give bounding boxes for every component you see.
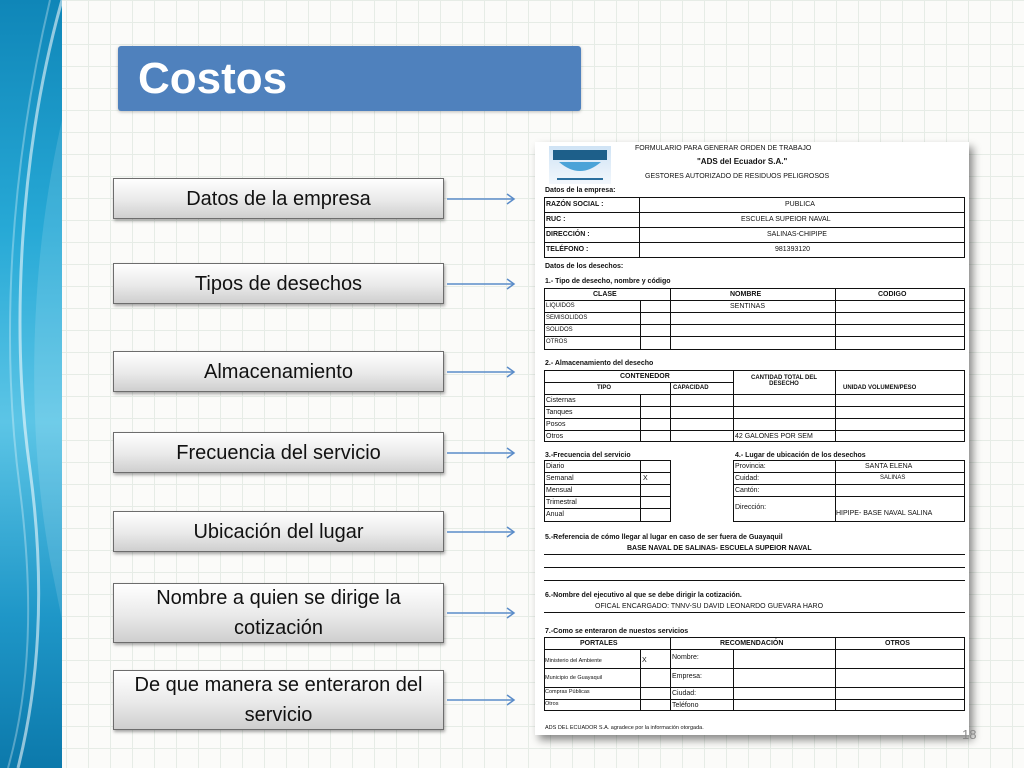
- decorative-sidebar: [0, 0, 62, 768]
- label-nombre-cotizacion: Nombre a quien se dirige la cotización: [113, 583, 444, 643]
- sidebar-swoosh-graphic: [0, 0, 62, 768]
- s6-title: 6.-Nombre del ejecutivo al que se debe dirigir la cotización.: [545, 592, 742, 599]
- s2-cantidad-value: 42 GALONES POR SEM: [735, 433, 813, 440]
- company-value: PUBLICA: [785, 201, 815, 208]
- s2-capacidad: CAPACIDAD: [673, 385, 709, 391]
- company-section-title: Datos de la empresa:: [545, 187, 616, 194]
- form-footer: ADS DEL ECUADOR S.A. agradece por la información otorgada.: [545, 725, 704, 731]
- s3-label: Mensual: [546, 487, 573, 494]
- label-manera-enteraron: De que manera se enteraron del servicio: [113, 670, 444, 730]
- s7-header: OTROS: [885, 640, 910, 647]
- s3-label: Diario: [546, 463, 565, 470]
- arrow-icon: [447, 193, 517, 205]
- s2-tipo-row: Tanques: [546, 409, 573, 416]
- s2-contenedor: CONTENEDOR: [620, 373, 670, 380]
- s1-clase: OTROS: [546, 339, 568, 345]
- s2-unidad: UNIDAD VOLUMEN/PESO: [843, 385, 917, 391]
- s7-portal: Otros: [545, 701, 559, 707]
- s1-title: 1.- Tipo de desecho, nombre y código: [545, 278, 671, 285]
- arrow-icon: [447, 447, 517, 459]
- s3-label: Trimestral: [546, 499, 577, 506]
- s4-label: Provincia:: [735, 463, 766, 470]
- ads-logo: [549, 146, 611, 184]
- s3-title: 3.-Frecuencia del servicio: [545, 452, 631, 459]
- company-value: SALINAS-CHIPIPE: [767, 231, 827, 238]
- s1-header: NOMBRE: [730, 291, 762, 298]
- label-datos-empresa: Datos de la empresa: [113, 178, 444, 219]
- s4-label: Dirección:: [735, 504, 767, 511]
- s3-mark: X: [643, 475, 648, 482]
- company-label: TELÉFONO :: [546, 246, 589, 253]
- waste-section-title: Datos de los desechos:: [545, 263, 624, 270]
- s4-value: HIPIPE- BASE NAVAL SALINA: [836, 510, 933, 517]
- ads-logo-icon: [549, 146, 611, 184]
- form-header-line3: GESTORES AUTORIZADO DE RESIDUOS PELIGROSOS: [645, 173, 830, 180]
- company-value: 981393120: [775, 246, 811, 253]
- s7-rec: Empresa:: [672, 673, 702, 680]
- form-header-line1: FORMULARIO PARA GENERAR ORDEN DE TRABAJO: [635, 145, 812, 152]
- slide-title-box: [118, 46, 581, 111]
- arrow-icon: [447, 607, 517, 619]
- label-tipos-desechos: Tipos de desechos: [113, 263, 444, 304]
- s4-label: Cuidad:: [735, 475, 760, 482]
- page-number: 18: [962, 727, 977, 742]
- s7-rec: Ciudad:: [672, 690, 697, 697]
- company-label: RUC :: [546, 216, 566, 223]
- s7-portal: Ministerio del Ambiente: [545, 658, 602, 664]
- s5-title: 5.-Referencia de cómo llegar al lugar en caso de ser fuera de Guayaquil: [545, 534, 783, 541]
- arrow-icon: [447, 694, 517, 706]
- arrow-icon: [447, 526, 517, 538]
- label-ubicacion-lugar: Ubicación del lugar: [113, 511, 444, 552]
- s2-tipo-row: Posos: [546, 421, 566, 428]
- s1-clase: SEMISOLIDOS: [546, 315, 588, 321]
- arrow-icon: [447, 366, 517, 378]
- s2-cantidad: CANTIDAD TOTAL DEL DESECHO: [751, 375, 817, 387]
- work-order-form: [535, 142, 969, 735]
- label-almacenamiento: Almacenamiento: [113, 351, 444, 392]
- s2-tipo-row: Cisternas: [546, 397, 576, 404]
- s4-value: SANTA ELENA: [865, 463, 913, 470]
- slide-title: Costos: [138, 54, 288, 103]
- s2-title: 2.- Almacenamiento del desecho: [545, 360, 654, 367]
- company-value: ESCUELA SUPEIOR NAVAL: [741, 216, 831, 223]
- s1-clase: LIQUIDOS: [546, 303, 575, 309]
- s7-rec: Teléfono: [672, 702, 699, 709]
- s1-header: CODIGO: [878, 291, 907, 298]
- s7-title: 7.-Como se enteraron de nuestos servicios: [545, 628, 689, 635]
- s2-tipo: TIPO: [597, 385, 612, 391]
- s4-label: Cantón:: [735, 487, 760, 494]
- s4-value: SALINAS: [880, 475, 906, 481]
- s7-header: PORTALES: [580, 640, 618, 647]
- s1-clase: SOLIDOS: [546, 327, 573, 333]
- s7-mark: X: [642, 657, 647, 664]
- s6-value: OFICAL ENCARGADO: TNNV-SU DAVID LEONARDO GUEVARA HARO: [595, 603, 824, 610]
- s2-tipo-row: Otros: [546, 433, 564, 440]
- s5-value: BASE NAVAL DE SALINAS- ESCUELA SUPEIOR NAVAL: [627, 545, 812, 552]
- s7-portal: Compras Públicas: [545, 689, 590, 695]
- arrow-icon: [447, 278, 517, 290]
- s3-label: Anual: [546, 511, 564, 518]
- label-frecuencia-servicio: Frecuencia del servicio: [113, 432, 444, 473]
- s3-label: Semanal: [546, 475, 574, 482]
- s7-portal: Municipio de Guayaquil: [545, 675, 603, 681]
- s1-nombre: SENTINAS: [730, 303, 766, 310]
- s7-header: RECOMENDACIÓN: [720, 640, 784, 647]
- company-label: RAZÓN SOCIAL :: [546, 201, 604, 208]
- form-header-line2: "ADS del Ecuador S.A.": [697, 157, 788, 166]
- s1-header: CLASE: [593, 291, 617, 298]
- s7-rec: Nombre:: [672, 654, 699, 661]
- s4-title: 4.- Lugar de ubicación de los desechos: [735, 452, 866, 459]
- company-label: DIRECCIÓN :: [546, 231, 590, 238]
